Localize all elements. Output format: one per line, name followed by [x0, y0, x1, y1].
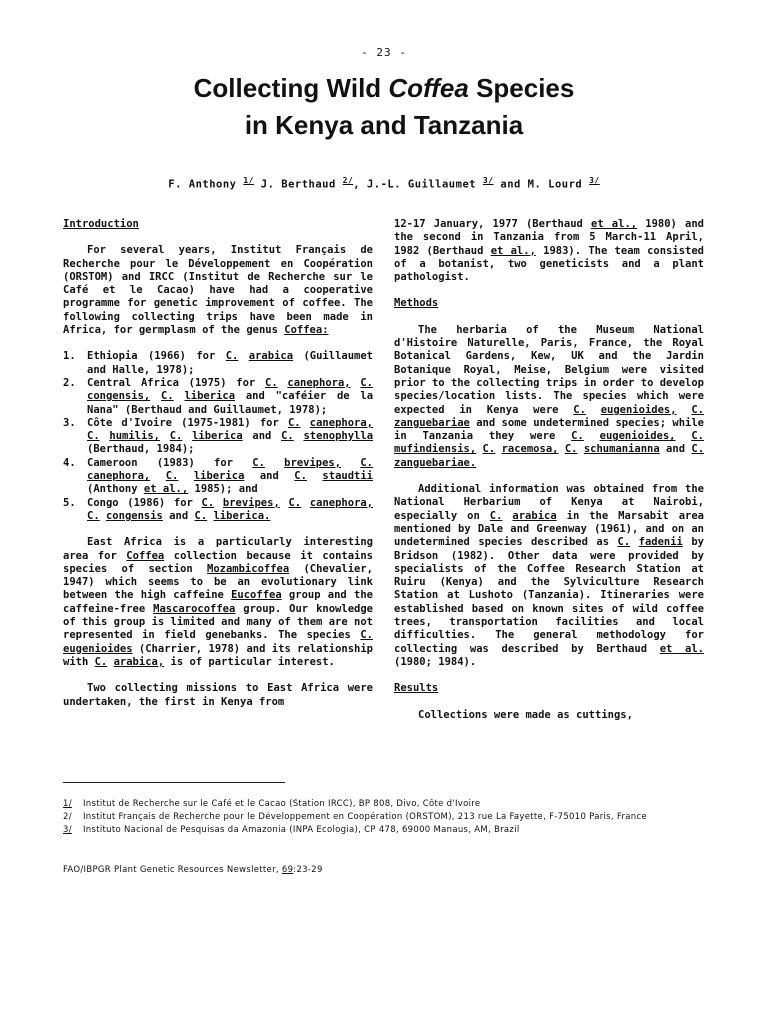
right-column: [394, 218, 704, 735]
author-affiliation-mark: 3/: [482, 176, 494, 185]
intro-paragraph-3-continued: 12-17 January, 1977 (Berthaud et al., 1980) and the second in Tanzania from 5 March-11 April, 1982 (Berthaud et al., 1983). The team consisted of a botanist, two geneticists and a plant pathologist.: [394, 218, 704, 284]
methods-paragraph-2: Additional information was obtained from the National Herbarium of Kenya at Nairobi, especially on C. arabica in the Marsabit area mentioned by Dale and Greenway (1961), and on an undetermined species described as C. fadenii by Bridson (1982). Other data were provided by specialists of the Coffee Research Station at Ruiru (Kenya) and the Sylviculture Research Station at Lushoto (Tanzania). Itineraries were established based on known sites of wild coffee trees, transportation facilities and local difficulties. The general methodology for collecting was described by Berthaud et al. (1980; 1984).: [394, 483, 704, 668]
article-title: [0, 70, 768, 144]
author-affiliation-mark: 2/: [342, 176, 354, 185]
title-line-1-end: Species: [468, 73, 575, 103]
title-line-2: in Kenya and Tanzania: [244, 110, 524, 140]
footnote-divider: [63, 782, 285, 783]
list-item: 2. Central Africa (1975) for C. canephora, C. congensis, C. liberica and "caféier de la Nana" (Berthaud and Guillaumet, 1978);: [63, 376, 374, 416]
list-item: 3. Côte d'Ivoire (1975-1981) for C. canephora, C. humilis, C. liberica and C. stenophylla (Berthaud, 1984);: [63, 416, 374, 456]
intro-paragraph-2: East Africa is a particularly interesting area for Coffea collection because it contains species of section Mozambicoffea (Chevalier, 1947) which seems to be an evolutionary link between the high caffeine Eucoffea group and the caffeine-free Mascarocoffea group. Our knowledge of this group is limited and many of them are not represented in field genebanks. The species C. eugenioides (Charrier, 1978) and its relationship with C. arabica, is of particular interest.: [63, 536, 374, 668]
author-affiliation-mark: 1/: [243, 176, 254, 185]
methods-heading: Methods: [394, 297, 439, 310]
author-lourd: and M. Lourd: [493, 178, 583, 191]
journal-citation: FAO/IBPGR Plant Genetic Resources Newsletter, 69:23-29: [63, 865, 323, 875]
author-affiliation-mark: 3/: [589, 176, 600, 185]
list-item: 5. Congo (1986) for C. brevipes, C. canephora, C. congensis and C. liberica.: [63, 496, 374, 522]
collecting-trips-list: [63, 350, 373, 523]
title-genus-coffea: Coffea: [388, 73, 469, 103]
footnote-2: 2/ Institut Français de Recherche pour le Développement en Coopération (ORSTOM), 213 rue La Fayette, F-75010 Paris, France: [63, 812, 647, 822]
footnote-3: 3/ Instituto Nacional de Pesquisas da Amazonia (INPA Ecologia), CP 478, 69000 Manaus, AM, Brazil: [63, 825, 520, 835]
intro-paragraph-3: Two collecting missions to East Africa were undertaken, the first in Kenya from: [63, 682, 373, 708]
author-line: [0, 176, 768, 191]
introduction-heading: Introduction: [63, 218, 139, 230]
author-berthaud: J. Berthaud: [253, 178, 336, 191]
title-line-1-start: Collecting Wild: [193, 73, 389, 103]
page-number: - 23 -: [361, 46, 407, 59]
intro-paragraph-1: For several years, Institut Français de Recherche pour le Développement en Coopération (ORSTOM) and IRCC (Institut de Recherche sur le Café et le Cacao) have had a cooperative programme for genetic improvement of coffee. The following collecting trips have been made in Africa, for germplasm of the genus Coffea:: [63, 244, 373, 337]
list-item: 1. Ethiopia (1966) for C. arabica (Guillaumet and Halle, 1978);: [63, 350, 373, 376]
footnotes: [63, 798, 723, 837]
results-paragraph-1: Collections were made as cuttings,: [418, 708, 633, 721]
methods-paragraph-1: The herbaria of the Museum National d'Histoire Naturelle, Paris, France, the Royal Botanical Gardens, Kew, UK and the Jardin Botanique Royal, Meise, Belgium were visited prior to the collecting trips in order to develop species/location lists. The species which were expected in Kenya were C. eugenioides, C. zanguebariae and some undetermined species; while in Tanzania they were C. eugenioides, C. mufindiensis, C. racemosa, C. schumanianna and C. zanguebariae.: [394, 323, 705, 469]
footnote-1: 1/ Institut de Recherche sur le Café et le Cacao (Station IRCC), BP 808, Divo, Côte d'Ivoire: [63, 799, 481, 809]
author-guillaumet: , J.-L. Guillaumet: [353, 178, 477, 191]
results-heading: Results: [394, 682, 439, 695]
left-column: [63, 218, 373, 722]
author-anthony: F. Anthony: [168, 178, 237, 191]
list-item: 4. Cameroon (1983) for C. brevipes, C. canephora, C. liberica and C. staudtii (Anthony et al., 1985); and: [63, 456, 373, 496]
